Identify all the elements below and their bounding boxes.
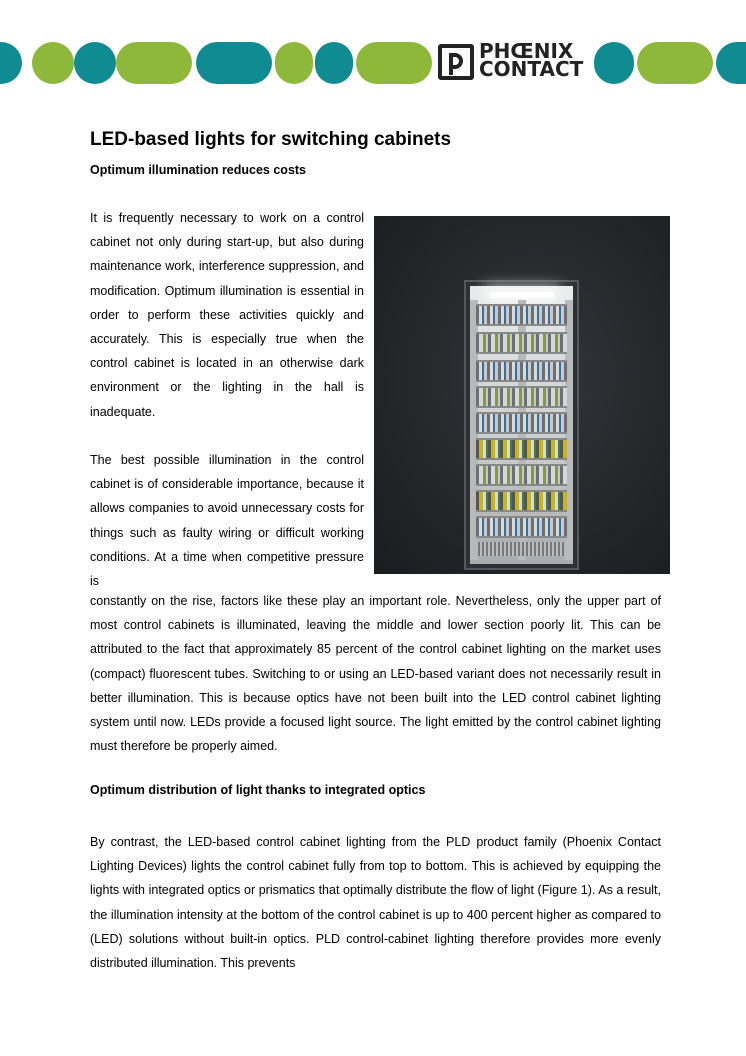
logo-line-1: PHŒNIX	[479, 39, 574, 63]
paragraph-3: By contrast, the LED-based control cabinet lighting from the PLD product family (Phoenix Contact Lighting Devices) lights the control cabinet fully from top to bottom. This is achieved by equipping the lights with integrated optics or prismatics that optimally distribute the flow of light (Figure 1). As a result, the illumination intensity at the bottom of the control cabinet is up to 400 percent higher as compared to (LED) solutions without built-in optics. PLD control-cabinet lighting therefore provides more evenly distributed illumination. This prevents	[90, 835, 661, 971]
paragraph-1: It is frequently necessary to work on a control cabinet not only during start-up, but also during maintenance work, interference suppression, and modification. Optimum illumination is essential in order to perform these activities quickly and accurately. This is especially true when the control cabinet is located in an otherwise dark environment or the lighting in the hall is inadequate.	[90, 211, 364, 419]
green-circle	[32, 42, 74, 84]
green-pill	[637, 42, 713, 84]
article-subtitle: Optimum illumination reduces costs	[90, 163, 307, 177]
section-heading: Optimum distribution of light thanks to integrated optics	[90, 783, 426, 797]
paragraph-2-full-width: constantly on the rise, factors like these play an important role. Nevertheless, only the upper part of most control cabinets is illuminated, leaving the middle and lower section poorly lit. This can be attributed to the fact that approximately 85 percent of the control cabinet lighting on the market uses (compact) fluorescent tubes. Switching to or using an LED-based variant does not necessarily result in better illumination. This is because optics have not been built into the LED control cabinet lighting system until now. LEDs provide a focused light source. The light emitted by the control cabinet lighting must therefore be properly aimed.	[90, 594, 661, 754]
din-rail	[476, 438, 567, 460]
teal-circle	[716, 42, 746, 84]
teal-circle	[74, 42, 116, 84]
din-rail	[476, 490, 567, 512]
paragraph-2-column: The best possible illumination in the control cabinet is of considerable importance, because it allows companies to avoid unnecessary costs for things such as faulty wiring or difficult working conditions. At a time when competitive pressure is	[90, 453, 364, 589]
teal-circle	[315, 42, 353, 84]
phoenix-contact-logo	[438, 39, 590, 84]
logo-text	[479, 39, 584, 81]
green-pill	[356, 42, 432, 84]
teal-circle	[0, 42, 22, 84]
led-light	[490, 292, 554, 298]
logo-line-2: CONTACT	[479, 57, 584, 81]
cabinet-interior	[470, 286, 573, 564]
din-rail	[476, 516, 567, 538]
din-rail	[476, 332, 567, 354]
din-rail	[476, 360, 567, 382]
din-rail	[476, 386, 567, 408]
teal-pill	[196, 42, 272, 84]
green-circle	[275, 42, 313, 84]
control-cabinet-photo	[374, 216, 670, 574]
article-title: LED-based lights for switching cabinets	[90, 129, 452, 150]
din-rail	[476, 464, 567, 486]
din-rail	[476, 412, 567, 434]
terminal-rail	[478, 542, 565, 556]
teal-circle	[594, 42, 634, 84]
logo-mark-icon	[438, 44, 474, 80]
cabinet-frame	[464, 280, 579, 570]
brand-header-band	[0, 39, 746, 84]
din-rail	[476, 304, 567, 326]
green-pill	[116, 42, 192, 84]
